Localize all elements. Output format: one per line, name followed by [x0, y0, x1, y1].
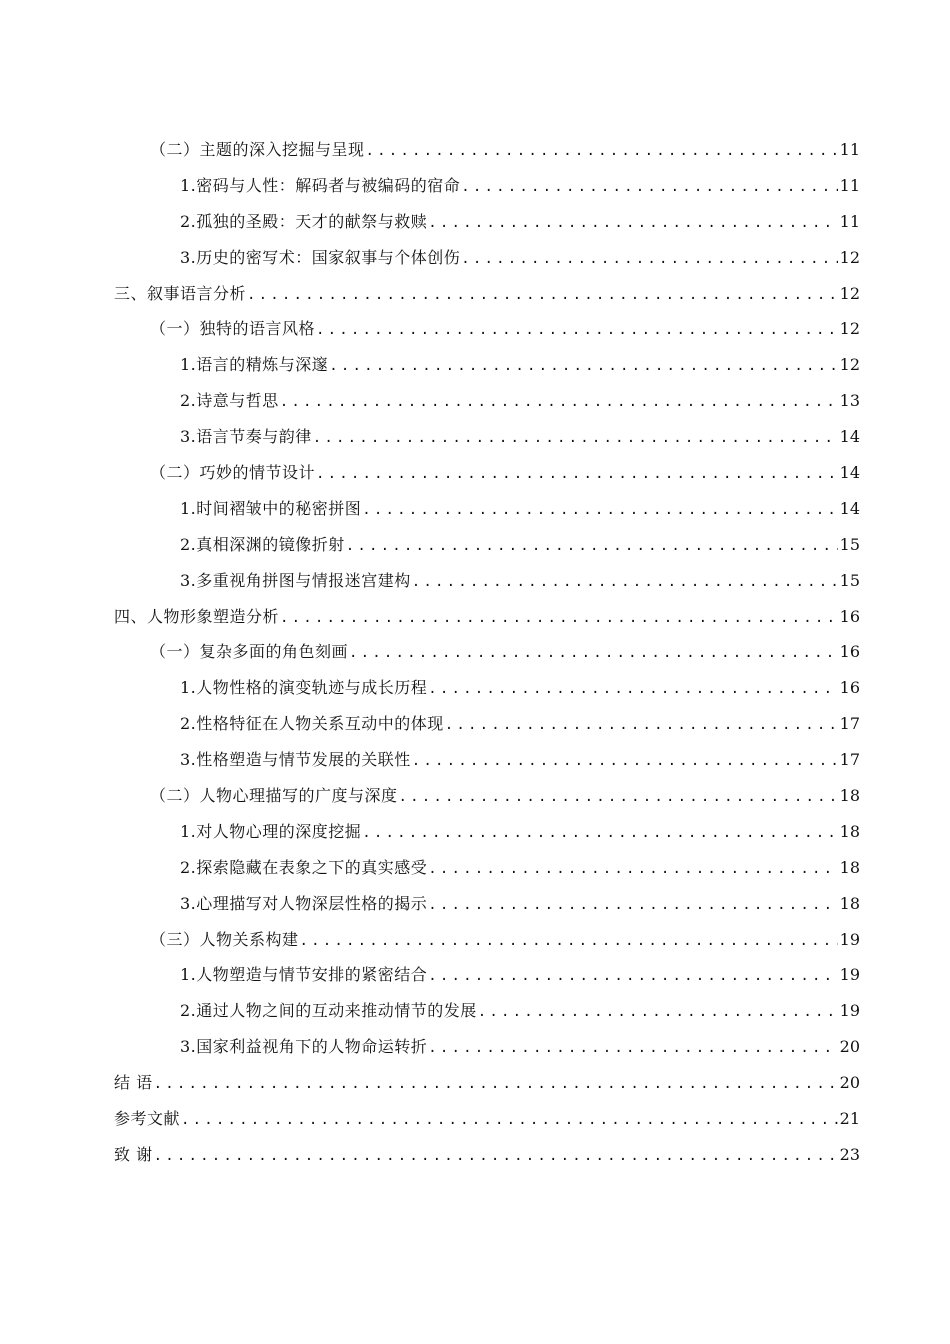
toc-dot-leader [349, 636, 838, 672]
toc-page-number: 18 [839, 893, 860, 913]
toc-page-number: 16 [839, 606, 860, 626]
toc-entry[interactable] [0, 1065, 950, 1101]
toc-page-number: 15 [839, 534, 860, 554]
toc-entry-line [180, 742, 860, 780]
toc-page-number: 12 [839, 319, 860, 339]
toc-dot-leader [478, 995, 838, 1031]
toc-entry-line [180, 240, 860, 278]
toc-dot-leader [280, 385, 838, 421]
toc-entry-title: 2.孤独的圣殿：天才的献祭与救赎 [180, 211, 428, 231]
toc-entry-title: 2.通过人物之间的互动来推动情节的发展 [180, 1001, 477, 1021]
toc-entry-line [180, 491, 860, 529]
toc-dot-leader [313, 421, 838, 457]
toc-entry-line [114, 1101, 860, 1139]
toc-page-number: 20 [839, 1073, 860, 1093]
toc-entry[interactable] [0, 383, 950, 419]
toc-entry[interactable] [0, 168, 950, 204]
toc-entry-title: 结 语 [114, 1073, 153, 1093]
toc-page-number: 14 [839, 427, 860, 447]
toc-entry-title: 参考文献 [114, 1109, 181, 1129]
toc-entry-title: 三、叙事语言分析 [114, 283, 247, 303]
toc-entry[interactable] [0, 1029, 950, 1065]
toc-entry[interactable] [0, 706, 950, 742]
toc-entry[interactable] [0, 957, 950, 993]
toc-dot-leader [366, 134, 838, 170]
toc-page-number: 18 [839, 821, 860, 841]
toc-entry[interactable] [0, 850, 950, 886]
toc-entry-title: 1.人物性格的演变轨迹与成长历程 [180, 678, 428, 698]
toc-entry[interactable] [0, 132, 950, 168]
toc-entry-line [150, 132, 860, 170]
toc-page-number: 12 [839, 355, 860, 375]
toc-entry-line [180, 168, 860, 206]
toc-entry-title: 2.真相深渊的镜像折射 [180, 534, 345, 554]
toc-entry-title: 致 谢 [114, 1144, 153, 1164]
toc-entry-line [180, 204, 860, 242]
toc-entry-title: 2.诗意与哲思 [180, 391, 279, 411]
toc-entry[interactable] [0, 634, 950, 670]
toc-entry[interactable] [0, 814, 950, 850]
toc-entry-title: （一）复杂多面的角色刻画 [150, 642, 349, 662]
toc-entry-line [150, 311, 860, 349]
toc-page-number: 15 [839, 570, 860, 590]
toc-entry[interactable] [0, 886, 950, 922]
toc-dot-leader [362, 816, 837, 852]
toc-entry[interactable] [0, 993, 950, 1029]
toc-dot-leader [247, 278, 838, 314]
toc-entry-title: 3.性格塑造与情节发展的关联性 [180, 750, 411, 770]
toc-page-number: 19 [839, 929, 860, 949]
toc-entry[interactable] [0, 670, 950, 706]
toc-entry-title: 3.多重视角拼图与情报迷宫建构 [180, 570, 411, 590]
toc-entry-title: 3.历史的密写术：国家叙事与个体创伤 [180, 247, 461, 267]
toc-entry[interactable] [0, 527, 950, 563]
toc-entry[interactable] [0, 563, 950, 599]
toc-entry-line [114, 599, 860, 637]
toc-entry[interactable] [0, 922, 950, 958]
toc-entry-title: 1.对人物心理的深度挖掘 [180, 821, 362, 841]
toc-entry[interactable] [0, 455, 950, 491]
toc-entry-title: 3.心理描写对人物深层性格的揭示 [180, 893, 428, 913]
toc-dot-leader [346, 529, 838, 565]
toc-entry-line [180, 886, 860, 924]
toc-entry-line [180, 993, 860, 1031]
toc-dot-leader [461, 242, 837, 278]
toc-entry-title: 1.时间褶皱中的秘密拼图 [180, 498, 362, 518]
toc-dot-leader [280, 601, 838, 637]
toc-entry-title: 3.语言节奏与韵律 [180, 427, 312, 447]
toc-entry-line [180, 670, 860, 708]
toc-dot-leader [154, 1067, 838, 1103]
toc-page-number: 23 [839, 1144, 860, 1164]
toc-entry-title: 四、人物形象塑造分析 [114, 606, 280, 626]
toc-entry-title: 3.国家利益视角下的人物命运转折 [180, 1037, 428, 1057]
toc-entry-title: 1.人物塑造与情节安排的紧密结合 [180, 965, 428, 985]
toc-entry[interactable] [0, 311, 950, 347]
toc-entry-title: 2.性格特征在人物关系互动中的体现 [180, 714, 444, 734]
toc-dot-leader [428, 1031, 837, 1067]
toc-page-number: 20 [839, 1037, 860, 1057]
toc-dot-leader [445, 708, 838, 744]
toc-entry-line [180, 383, 860, 421]
toc-page-number: 16 [839, 642, 860, 662]
toc-entry-line [114, 1065, 860, 1103]
toc-entry-line [180, 347, 860, 385]
toc-entry[interactable] [0, 240, 950, 276]
toc-page-number: 17 [839, 750, 860, 770]
toc-dot-leader [412, 744, 838, 780]
toc-page-number: 19 [839, 1001, 860, 1021]
toc-entry-line [180, 527, 860, 565]
toc-entry-line [180, 850, 860, 888]
toc-entry[interactable] [0, 419, 950, 455]
toc-page-number: 18 [839, 857, 860, 877]
toc-dot-leader [154, 1139, 838, 1175]
toc-dot-leader [412, 565, 838, 601]
toc-page-number: 11 [839, 211, 860, 231]
toc-entry-line [180, 1029, 860, 1067]
toc-entry[interactable] [0, 778, 950, 814]
toc-page-number: 12 [839, 247, 860, 267]
toc-page-number: 16 [839, 678, 860, 698]
toc-entry-title: 1.密码与人性：解码者与被编码的宿命 [180, 175, 461, 195]
toc-entry-line [150, 778, 860, 816]
toc-dot-leader [181, 1103, 838, 1139]
toc-entry[interactable] [0, 347, 950, 383]
toc-dot-leader [428, 672, 837, 708]
toc-entry-line [150, 922, 860, 960]
toc-entry[interactable] [0, 1101, 950, 1137]
toc-entry-line [180, 563, 860, 601]
toc-entry-title: （一）独特的语言风格 [150, 319, 316, 339]
toc-dot-leader [428, 852, 837, 888]
toc-dot-leader [428, 959, 837, 995]
toc-page-number: 14 [839, 463, 860, 483]
toc-entry-line [150, 455, 860, 493]
toc-entry-line [180, 706, 860, 744]
toc-entry-line [180, 957, 860, 995]
toc-entry[interactable] [0, 599, 950, 635]
toc-entry-title: （三）人物关系构建 [150, 929, 299, 949]
toc-entry-line [114, 276, 860, 314]
toc-page-number: 14 [839, 498, 860, 518]
toc-entry[interactable] [0, 1137, 950, 1173]
toc-entry[interactable] [0, 204, 950, 240]
toc-dot-leader [461, 170, 837, 206]
toc-entry[interactable] [0, 276, 950, 312]
toc-entry-title: （二）巧妙的情节设计 [150, 463, 316, 483]
toc-page-number: 11 [839, 175, 860, 195]
toc-page-number: 17 [839, 714, 860, 734]
toc-page-number: 11 [839, 140, 860, 159]
toc-entry-title: （二）人物心理描写的广度与深度 [150, 786, 398, 806]
toc-page-number: 12 [839, 283, 860, 303]
toc-dot-leader [362, 493, 837, 529]
toc-entry-line [150, 634, 860, 672]
toc-entry-line [114, 1137, 860, 1175]
toc-dot-leader [399, 780, 838, 816]
toc-dot-leader [428, 206, 837, 242]
toc-entry-line [180, 419, 860, 457]
toc-entry-title: 1.语言的精炼与深邃 [180, 355, 329, 375]
toc-entry-title: 2.探索隐藏在表象之下的真实感受 [180, 857, 428, 877]
toc-dot-leader [428, 888, 837, 924]
toc-page-number: 19 [839, 965, 860, 985]
toc-page-number: 21 [839, 1109, 860, 1129]
toc-entry-title: （二）主题的深入挖掘与呈现 [150, 140, 365, 159]
table-of-contents [0, 132, 950, 1173]
toc-entry[interactable] [0, 491, 950, 527]
toc-dot-leader [300, 924, 838, 960]
toc-dot-leader [316, 313, 838, 349]
toc-dot-leader [316, 457, 838, 493]
toc-page-number: 13 [839, 391, 860, 411]
toc-dot-leader [329, 349, 837, 385]
toc-entry[interactable] [0, 742, 950, 778]
toc-page-number: 18 [839, 786, 860, 806]
toc-entry-line [180, 814, 860, 852]
